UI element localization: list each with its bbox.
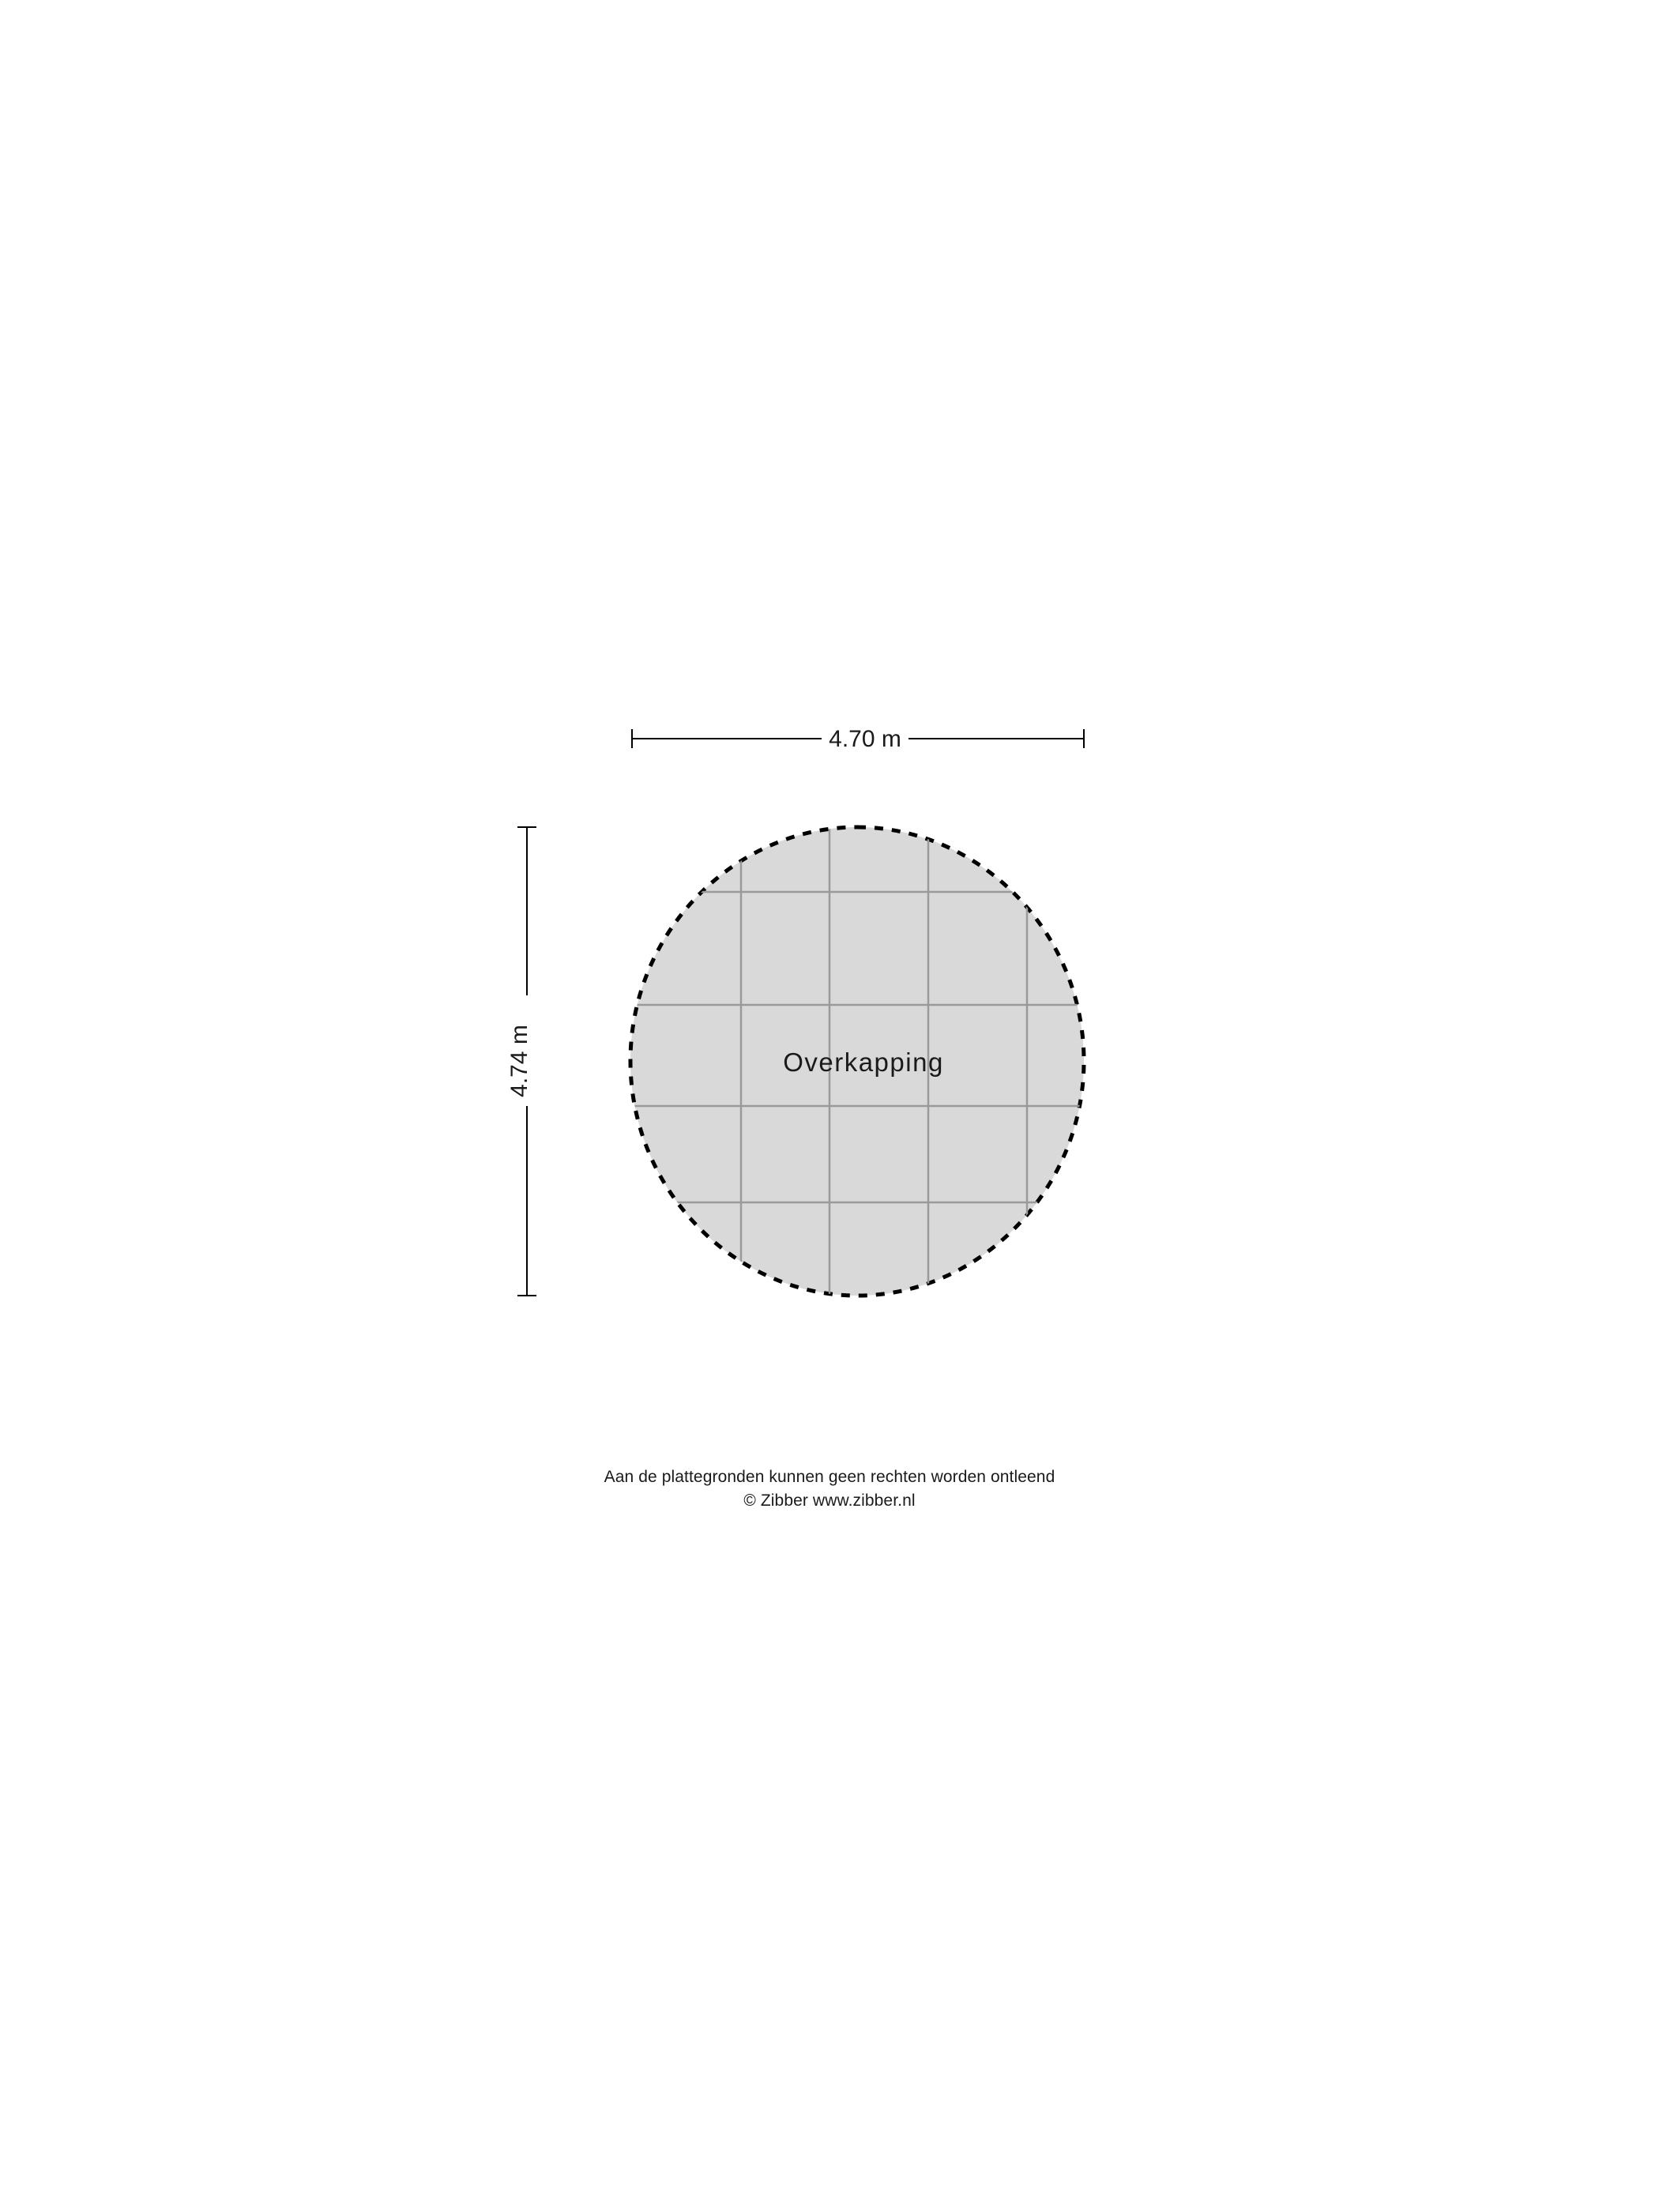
- footer-copyright: © Zibber www.zibber.nl: [743, 1492, 916, 1510]
- width-dimension-label: 4.70 m: [829, 726, 901, 752]
- footer-disclaimer: Aan de plattegronden kunnen geen rechten worden ontleend: [604, 1468, 1055, 1486]
- footer: [0, 1465, 1659, 1514]
- height-dimension-label: 4.74 m: [506, 1025, 532, 1097]
- room-label: Overkapping: [783, 1048, 944, 1077]
- width-dimension: [632, 726, 1084, 752]
- height-dimension: [506, 827, 536, 1296]
- room-overkapping: [630, 827, 1084, 1296]
